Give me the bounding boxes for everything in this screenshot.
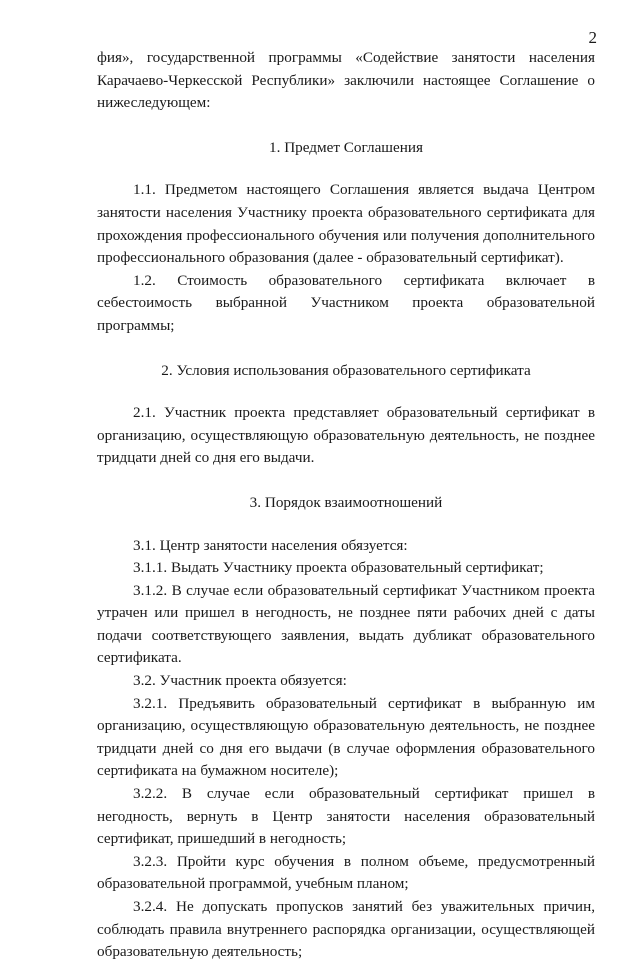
intro-paragraph: фия», государственной программы «Содействие занятости населения Карачаево-Черкесской Республики» заключили настоящее Соглашение о нижеследующем: xyxy=(97,49,595,112)
section-2-heading: 2. Условия использования образовательного сертификата xyxy=(161,361,531,379)
clause-3-2-4: 3.2.4. Не допускать пропусков занятий без уважительных причин, соблюдать правила внутреннего распорядка организации, осуществляющей образовательную деятельность; xyxy=(97,898,595,961)
clause-3-2-1: 3.2.1. Предъявить образовательный сертификат в выбранную им организацию, осуществляющую образовательную деятельность, не позднее тридцати дней со дня его выдачи (в случае оформления образовательного сертификата на бумажном носителе); xyxy=(97,694,595,780)
clause-3-2-2: 3.2.2. В случае если образовательный сертификат пришел в негодность, вернуть в Центр занятости населения образовательный сертификат, пришедший в негодность; xyxy=(97,785,595,848)
clause-3-2: 3.2. Участник проекта обязуется: xyxy=(133,672,347,690)
clause-3-1-1: 3.1.1. Выдать Участнику проекта образовательный сертификат; xyxy=(133,559,544,577)
clause-2-1: 2.1. Участник проекта представляет образовательный сертификат в организацию, осуществляющую образовательную деятельность, не позднее тридцати дней со дня его выдачи. xyxy=(97,404,595,467)
section-3-heading: 3. Порядок взаимоотношений xyxy=(249,493,443,511)
clause-1-1: 1.1. Предметом настоящего Соглашения является выдача Центром занятости населения Участнику проекта образовательного сертификата для прохождения профессионального обучения или получения дополнительного профессионального образования (далее - образовательный сертификат). xyxy=(97,181,595,267)
clause-3-2-3: 3.2.3. Пройти курс обучения в полном объеме, предусмотренный образовательной программой, учебным планом; xyxy=(97,852,595,893)
page-number: 2 xyxy=(588,28,597,47)
document-body xyxy=(97,47,595,964)
clause-3-1: 3.1. Центр занятости населения обязуется: xyxy=(133,536,408,554)
clause-3-1-2: 3.1.2. В случае если образовательный сертификат Участником проекта утрачен или пришел в негодность, не позднее пяти рабочих дней с даты подачи соответствующего заявления, выдать дубликат образовательного сертификата. xyxy=(97,581,595,667)
clause-1-2: 1.2. Стоимость образовательного сертификата включает в себестоимость выбранной Участником проекта образовательной программы; xyxy=(97,271,595,334)
section-1-heading: 1. Предмет Соглашения xyxy=(269,138,423,156)
